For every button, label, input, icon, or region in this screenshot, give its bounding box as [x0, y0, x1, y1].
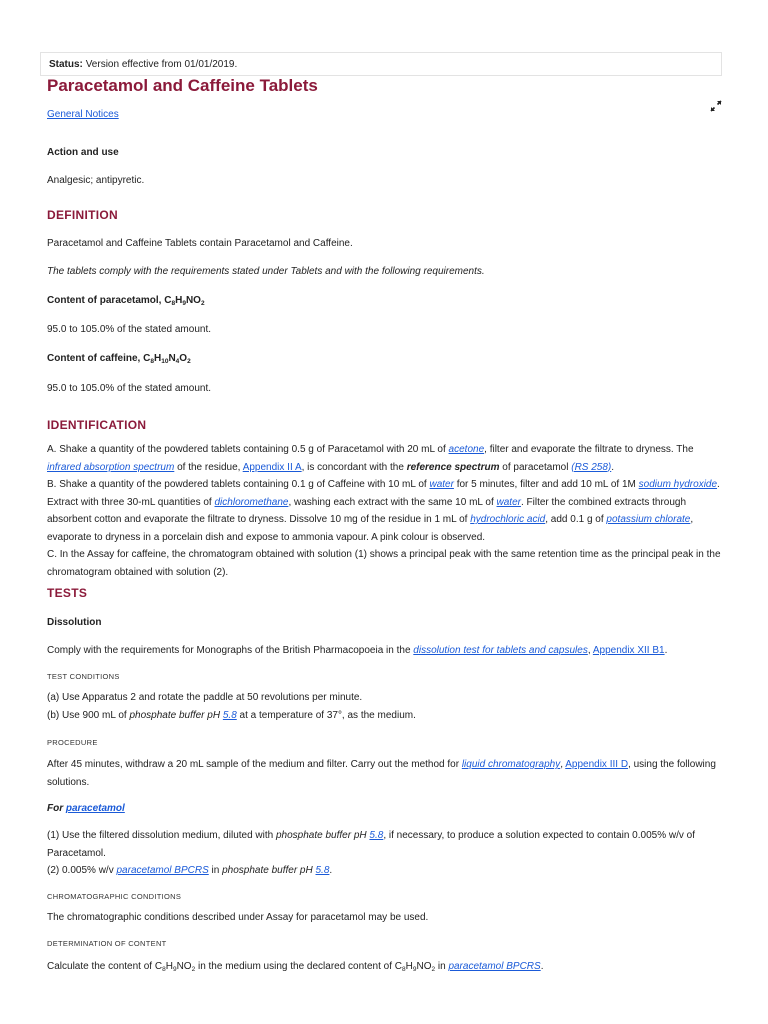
paracetamol-bpcrs-link[interactable]: paracetamol BPCRS [116, 865, 209, 876]
chromatographic-conditions-heading: CHROMATOGRAPHIC CONDITIONS [47, 892, 182, 901]
dissolution-test-link[interactable]: dissolution test for tablets and capsules [413, 645, 588, 656]
definition-p2: The tablets comply with the requirements stated under Tablets and with the following requirements. [47, 266, 485, 277]
rs258-link[interactable]: (RS 258) [571, 461, 612, 473]
content-caffeine-label: Content of caffeine, $C_8H_{10}N_4O_2$ [47, 353, 191, 365]
hydrochloric-acid-link[interactable]: hydrochloric acid [470, 514, 546, 525]
paracetamol-bpcrs-link-2[interactable]: paracetamol BPCRS [448, 961, 541, 972]
content-paracetamol-value: 95.0 to 105.0% of the stated amount. [47, 324, 212, 335]
ph-5-8-link-2[interactable]: 5.8 [369, 830, 384, 841]
potassium-chlorate-link[interactable]: potassium chlorate [606, 514, 691, 525]
dichloromethane-link[interactable]: dichloromethane [214, 496, 289, 508]
identification-b: B. Shake a quantity of the powdered tablets containing 0.1 g of Caffeine with 10 mL of water for 5 minutes, filter and add 10 mL of 1M sodium hydroxide. Extract with three 30-mL quantities of dichloromethane, washing each extract with the same 10 mL of water. Filter the combined extracts through absorbent cotton and evaporate the filtrate to dryness. Dissolve 10 mg of the residue in 1 mL of hydrochloric acid, add 0.1 g of potassium chlorate, evaporate to dryness in a porcelain dish and expose to ammonia vapour. A pink colour is observed. [47, 479, 720, 543]
appendix-iiid-link[interactable]: Appendix III D [565, 759, 629, 770]
identification-a: A. Shake a quantity of the powdered tablets containing 0.5 g of Paracetamol with 20 mL of acetone, filter and evaporate the filtrate to dryness. The infrared absorption spectrum of the residue, Appendix II A, is concordant with the reference spectrum of paracetamol (RS 258). [47, 444, 694, 473]
solution-1: (1) Use the filtered dissolution medium, diluted with phosphate buffer pH 5.8, if necessary, to produce a solution expected to contain 0.005% w/v of Paracetamol. [47, 830, 695, 859]
tests-heading: TESTS [47, 586, 88, 600]
liquid-chromatography-link[interactable]: liquid chromatography [461, 759, 561, 770]
ph-5-8-link[interactable]: 5.8 [222, 710, 237, 721]
appendix-iia-link[interactable]: Appendix II A [242, 461, 302, 473]
water-link[interactable]: water [429, 479, 454, 490]
condition-b: (b) Use 900 mL of phosphate buffer pH 5.8 at a temperature of 37°, as the medium. [47, 710, 416, 721]
ir-spectrum-link[interactable]: infrared absorption spectrum [47, 461, 175, 473]
ph-5-8-link-3[interactable]: 5.8 [315, 865, 330, 876]
dissolution-heading: Dissolution [47, 617, 102, 628]
definition-p1: Paracetamol and Caffeine Tablets contain Paracetamol and Caffeine. [47, 238, 353, 249]
appendix-xiib1-link[interactable]: Appendix XII B1 [592, 645, 665, 656]
identification-heading: IDENTIFICATION [47, 418, 147, 432]
sodium-hydroxide-link[interactable]: sodium hydroxide [638, 479, 718, 490]
determination-text: Calculate the content of $C_8H_9NO_2$ in the medium using the declared content of $C_8H_9NO_2$ in paracetamol BPCRS. [47, 961, 544, 973]
expand-icon[interactable] [709, 99, 723, 113]
water-link-2[interactable]: water [496, 496, 521, 508]
content-caffeine-value: 95.0 to 105.0% of the stated amount. [47, 383, 212, 394]
status-label: Status: [49, 59, 83, 70]
status-text: Version effective from 01/01/2019. [85, 59, 238, 70]
paracetamol-link[interactable]: paracetamol [65, 803, 125, 814]
determination-heading: DETERMINATION OF CONTENT [47, 939, 167, 948]
chromatographic-conditions-text: The chromatographic conditions described under Assay for paracetamol may be used. [47, 912, 429, 923]
test-conditions-heading: TEST CONDITIONS [47, 672, 120, 681]
page-title: Paracetamol and Caffeine Tablets [47, 76, 318, 95]
definition-heading: DEFINITION [47, 208, 118, 222]
condition-a: (a) Use Apparatus 2 and rotate the paddle at 50 revolutions per minute. [47, 692, 363, 703]
solution-2: (2) 0.005% w/v paracetamol BPCRS in phosphate buffer pH 5.8. [47, 865, 333, 876]
dissolution-comply: Comply with the requirements for Monographs of the British Pharmacopoeia in the dissolution test for tablets and capsules, Appendix XII B1. [47, 645, 668, 656]
general-notices-link[interactable]: General Notices [47, 109, 119, 120]
procedure-heading: PROCEDURE [47, 738, 98, 747]
action-heading: Action and use [47, 147, 119, 158]
identification-c: C. In the Assay for caffeine, the chromatogram obtained with solution (1) shows a principal peak with the same retention time as the principal peak in the chromatogram obtained with solution (2). [47, 549, 721, 578]
status-bar [40, 52, 722, 76]
content-paracetamol-label: Content of paracetamol, $C_8H_9NO_2$ [47, 295, 205, 307]
action-text: Analgesic; antipyretic. [47, 175, 145, 186]
procedure-text: After 45 minutes, withdraw a 20 mL sample of the medium and filter. Carry out the method for liquid chromatography, Appendix III D, using the following solutions. [47, 759, 716, 788]
acetone-link[interactable]: acetone [448, 444, 485, 455]
for-paracetamol-heading: For paracetamol [47, 803, 125, 814]
